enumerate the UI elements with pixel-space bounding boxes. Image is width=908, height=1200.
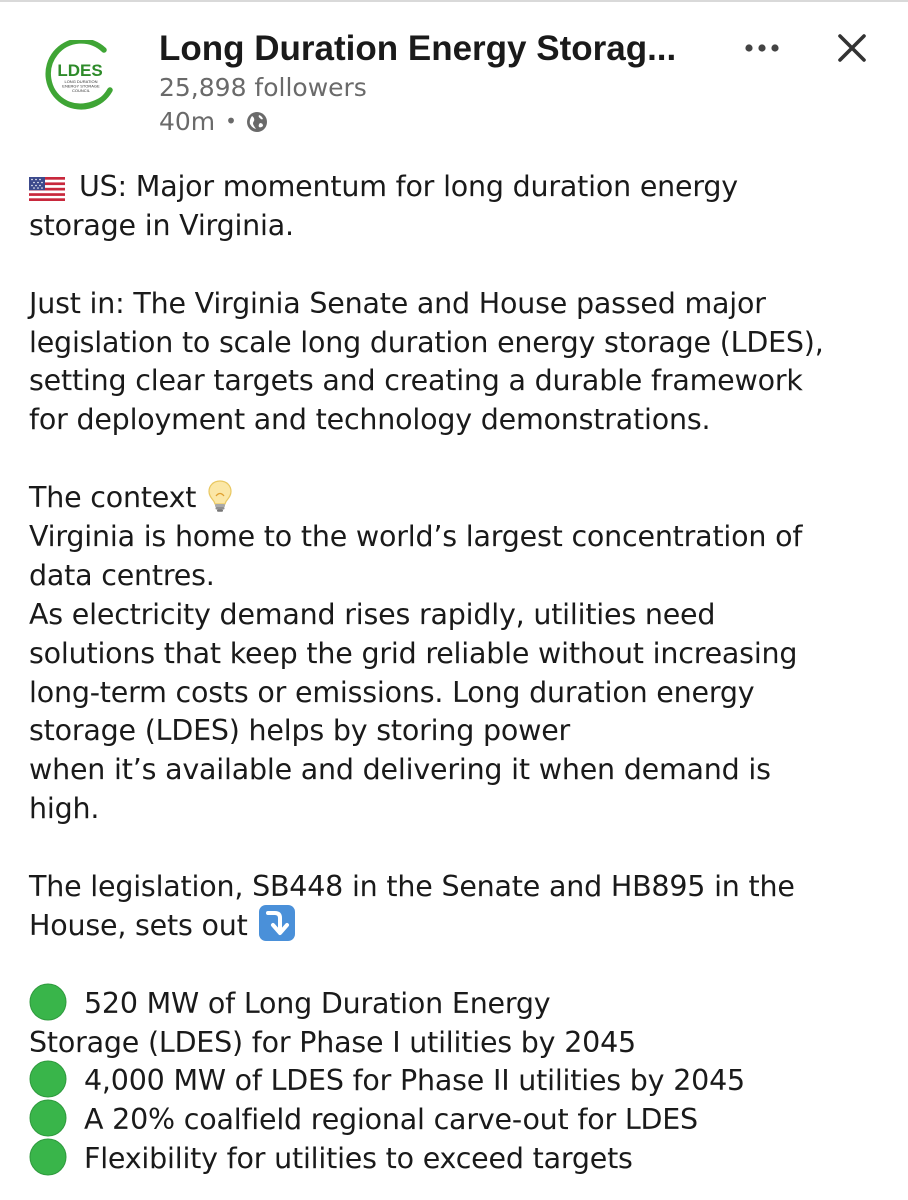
us-flag-icon <box>29 173 65 197</box>
paragraph-gap <box>29 246 901 285</box>
paragraph-gap <box>29 946 901 985</box>
bullet-item <box>29 1062 901 1101</box>
bullet-text: Flexibility for utilities to exceed targets <box>84 1142 633 1176</box>
bullet-item <box>29 1101 901 1140</box>
context-line: data centres. <box>29 558 215 592</box>
green-circle-icon <box>29 1099 67 1137</box>
legislation-line-text: House, sets out <box>29 908 248 942</box>
bullet-item <box>29 1140 901 1179</box>
just-in-line: for deployment and technology demonstrations. <box>29 403 711 437</box>
svg-text:COUNCIL: COUNCIL <box>71 88 91 93</box>
legislation-line: The legislation, SB448 in the Senate and HB895 in the <box>29 870 795 904</box>
svg-text:ENERGY STORAGE: ENERGY STORAGE <box>62 83 100 89</box>
paragraph-gap <box>29 440 901 479</box>
ldes-logo-icon <box>44 40 118 116</box>
context-line: As electricity demand rises rapidly, utilities need <box>29 597 716 631</box>
context-line: Virginia is home to the world’s largest concentration of <box>29 520 803 554</box>
bullet-item <box>29 985 901 1024</box>
bullet-continuation: Storage (LDES) for Phase I utilities by 2045 <box>29 1025 636 1059</box>
close-icon <box>837 33 867 63</box>
post-time: 40m <box>159 106 216 136</box>
green-circle-icon <box>29 983 67 1021</box>
bullet-text: 4,000 MW of LDES for Phase II utilities by 2045 <box>84 1064 745 1098</box>
context-line: high. <box>29 792 100 826</box>
context-heading <box>29 479 901 518</box>
bullet-text: 520 MW of Long Duration Energy <box>84 986 551 1020</box>
post-text <box>29 168 901 1179</box>
legislation-line <box>29 907 901 946</box>
just-in-line: setting clear targets and creating a durable framework <box>29 364 803 398</box>
close-button[interactable] <box>830 26 874 70</box>
context-heading-text: The context <box>29 481 197 515</box>
company-logo-avatar[interactable] <box>44 40 118 116</box>
logo-text: LDES <box>57 61 103 80</box>
context-line: when it’s available and delivering it when demand is <box>29 753 771 787</box>
more-options-button[interactable] <box>738 26 786 70</box>
svg-text:LONG DURATION: LONG DURATION <box>64 79 98 84</box>
lightbulb-icon <box>206 479 234 513</box>
green-circle-icon <box>29 1138 67 1176</box>
just-in-line: legislation to scale long duration energy storage (LDES), <box>29 325 824 359</box>
meta-separator: • <box>225 109 237 133</box>
follower-count: 25,898 followers <box>159 73 367 102</box>
context-line: solutions that keep the grid reliable without increasing <box>29 636 798 670</box>
top-divider <box>0 0 908 2</box>
green-circle-icon <box>29 1060 67 1098</box>
context-line: long-term costs or emissions. Long duration energy <box>29 675 755 709</box>
intro-line-text: US: Major momentum for long duration energy <box>79 170 738 203</box>
intro-line <box>29 168 901 207</box>
globe-icon <box>246 110 268 132</box>
bullet-text: A 20% coalfield regional carve-out for LDES <box>84 1103 698 1137</box>
company-name-link[interactable]: Long Duration Energy Storag... <box>159 29 677 68</box>
paragraph-gap <box>29 829 901 868</box>
post-meta <box>159 104 268 138</box>
more-horizontal-icon <box>744 43 780 53</box>
arrow-down-right-icon <box>258 904 296 942</box>
intro-line: storage in Virginia. <box>29 208 294 242</box>
context-line: storage (LDES) helps by storing power <box>29 714 571 748</box>
just-in-line: Just in: The Virginia Senate and House passed major <box>29 286 766 320</box>
